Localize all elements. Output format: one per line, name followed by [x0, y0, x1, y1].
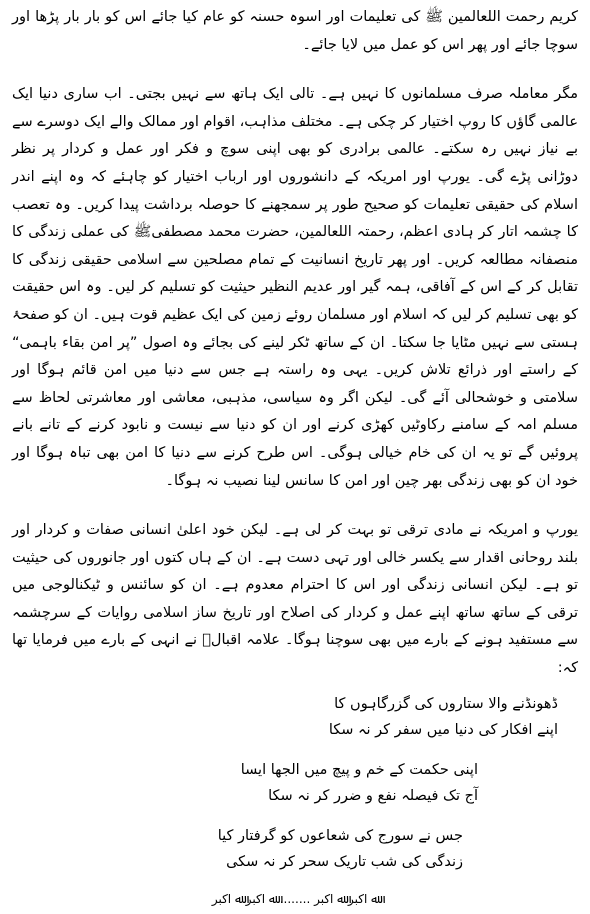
paragraph-europe-america: یورپ و امریکہ نے مادی ترقی تو بہت کر لی ہے۔ لیکن خود اعلیٰ انسانی صفات و کردار اور بلند روحانی اقدار سے یکسر خالی اور تہی دست ہے۔ ان کے ہاں کتوں اور جانوروں کی حیثیت تو ہے۔ لیکن انسانی زندگی اور اس کا احترام معدوم ہے۔ ان کو سائنس و ٹیکنالوجی میں ترقی کے ساتھ ساتھ اپنے عمل و کردار کی اصلاح اور تاریخ ساز اسلامی روایات کے سرچشمہ سے مستفید ہونے کے بارے میں بھی سوچنا ہوگا۔ علامہ اقبالؒ نے انہی کے بارے میں فرمایا تھا کہ:: [12, 522, 578, 677]
paragraph-world-community: مگر معاملہ صرف مسلمانوں کا نہیں ہے۔ تالی ایک ہاتھ سے نہیں بجتی۔ اب ساری دنیا ایک عالمی گاؤں کا روپ اختیار کر چکی ہے۔ مختلف مذاہب، اقوام اور ممالک والے ایک دوسرے سے بے نیاز نہیں رہ سکتے۔ عالمی برادری کو بھی اپنی سوچ و فکر اور عمل و کردار پر نظر دوڑانی پڑے گی۔ یورپ اور امریکہ کے دانشوروں اور ارباب اختیار کو چاہئے کہ وہ اپنے اندر اسلام کی حقیقی تعلیمات کو صحیح طور پر سمجھنے کا حوصلہ برداشت پیدا کریں۔ وہ تعصب کا چشمہ اتار کر ہادی اعظم، رحمتہ اللعالمین، حضرت محمد مصطفیﷺ کی عملی زندگی کا منصفانہ مطالعہ کریں۔ اور پھر تاریخ انسانیت کے تمام مصلحین سے اسلامی حقیقی زندگی کا تقابل کر کے اس کے آفاقی، ہمہ گیر اور عدیم النظیر حیثیت کو تسلیم کر لیں۔ وہ اس حقیقت کو بھی تسلیم کر لیں کہ اسلام اور مسلمان روئے زمین کی ایک عظیم قوت ہیں۔ ان کو صفحۂ ہستی سے نہیں مٹایا جا سکتا۔ ان کے ساتھ ٹکر لینے کی بجائے وہ اصول ”پر امن بقاء باہمی“ کے راستے اور ذرائع تلاش کریں۔ یہی وہ راستہ ہے جس سے دنیا میں امن قائم ہوگا اور سلامتی و خوشحالی آئے گی۔ لیکن اگر وہ سیاسی، مذہبی، معاشی اور معاشرتی لحاظ سے مسلم امہ کے سامنے رکاوٹیں کھڑی کرنے اور ان کو دنیا سے نیست و نابود کرنے کے تانے بانے پروئیں گے تو یہ ان کی خام خیالی ہوگی۔ اس طرح کرنے سے دنیا کا امن بھی تباہ ہوگا اور خود ان کو بھی زندگی بھر چین اور امن کا سانس لینا نصیب نہ ہوگا۔: [12, 86, 578, 489]
paragraph-intro: کریم رحمت اللعالمین ﷺ کی تعلیمات اور اسوہ حسنہ کو عام کیا جائے اس کو بار بار پڑھا اور سوچا جائے اور پھر اس کو عمل میں لایا جائے۔: [12, 9, 578, 53]
poem-verse: اپنے افکار کی دنیا میں سفر کر نہ سکا: [328, 721, 558, 738]
footer-ornament: ﷲ اکبر ﷲ اکبر ........ ﷲ اکبر ﷲ اکبر: [211, 892, 379, 906]
poem-verse: جس نے سورج کی شعاعوں کو گرفتار کیا: [217, 827, 463, 844]
paragraph-spacer: [12, 59, 578, 81]
poem-verse: اپنی حکمت کے خم و پیچ میں الجھا ایسا: [240, 761, 478, 778]
poem-stanza: [12, 757, 578, 809]
poem-stanza: [12, 823, 578, 875]
iqbal-poem: [12, 691, 578, 875]
poem-stanza: [12, 691, 578, 743]
poem-verse: زندگی کی شب تاریک سحر کر نہ سکی: [226, 853, 463, 870]
poem-verse: ڈھونڈنے والا ستاروں کی گزرگاہوں کا: [334, 695, 558, 712]
paragraph-spacer: [12, 495, 578, 517]
poem-verse: آج تک فیصلہ نفع و ضرر کر نہ سکا: [268, 787, 478, 804]
